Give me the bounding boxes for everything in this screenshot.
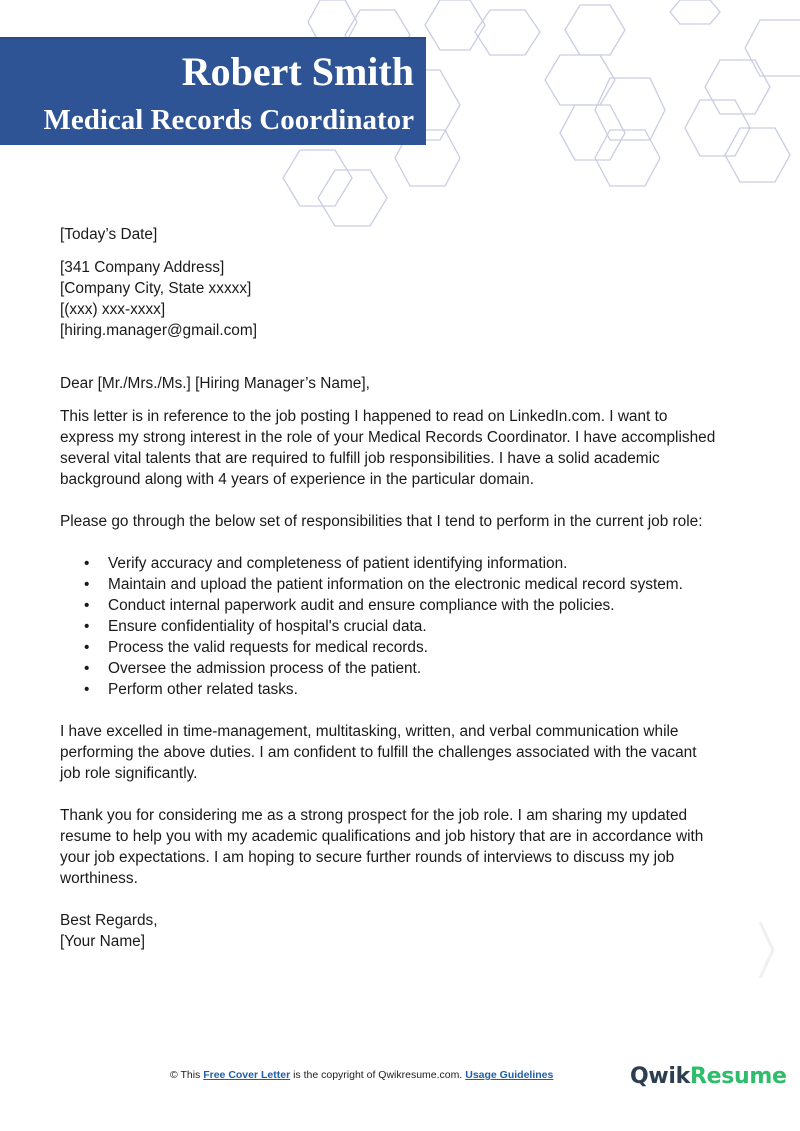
paragraph-line: several vital talents that are required to fulfill job responsibilities. I have a solid academic xyxy=(60,450,660,467)
bullet-icon: • xyxy=(84,618,90,635)
list-item-text: Process the valid requests for medical records. xyxy=(108,639,428,656)
bullet-icon: • xyxy=(84,555,90,572)
paragraph-line: your job expectations. I am hoping to secure further rounds of interviews to discuss my job xyxy=(60,849,675,866)
bullet-icon: • xyxy=(84,639,90,656)
bullet-icon: • xyxy=(84,660,90,677)
list-item xyxy=(60,574,750,595)
paragraph-line: This letter is in reference to the job posting I happened to read on LinkedIn.com. I want to xyxy=(60,408,668,425)
footer-text: is the copyright of Qwikresume.com. xyxy=(290,1069,466,1081)
signoff xyxy=(60,910,750,952)
list-item xyxy=(60,679,750,700)
skills-paragraph xyxy=(60,721,750,784)
list-item-text: Ensure confidentiality of hospital's crucial data. xyxy=(108,618,427,635)
address-line: [341 Company Address] xyxy=(60,259,225,276)
closing-phrase: Best Regards, xyxy=(60,912,158,929)
address-line: [(xxx) xxx-xxxx] xyxy=(60,301,166,318)
bullet-icon: • xyxy=(84,576,90,593)
copyright-footer xyxy=(170,1069,553,1081)
address-line: [hiring.manager@gmail.com] xyxy=(60,322,257,339)
salutation: Dear [Mr./Mrs./Ms.] [Hiring Manager’s Name], xyxy=(60,375,370,392)
list-item-text: Oversee the admission process of the patient. xyxy=(108,660,422,677)
list-item xyxy=(60,637,750,658)
letter-date: [Today’s Date] xyxy=(60,226,158,243)
usage-guidelines-link[interactable]: Usage Guidelines xyxy=(465,1069,554,1081)
paragraph-line: Thank you for considering me as a strong prospect for the job role. I am sharing my updated xyxy=(60,807,688,824)
bullet-icon: • xyxy=(84,681,90,698)
header-banner xyxy=(0,37,426,145)
paragraph-line: resume to help you with my academic qualifications and job history that are in accordance with xyxy=(60,828,704,845)
list-item-text: Conduct internal paperwork audit and ensure compliance with the policies. xyxy=(108,597,615,614)
list-item-text: Perform other related tasks. xyxy=(108,681,298,698)
logo-part-resume: Resume xyxy=(690,1064,787,1089)
responsibilities-intro: Please go through the below set of responsibilities that I tend to perform in the current job role: xyxy=(60,513,703,530)
signature-name: [Your Name] xyxy=(60,933,145,950)
chevron-right-icon xyxy=(757,920,777,980)
paragraph-line: performing the above duties. I am confident to fulfill the challenges associated with the vacant xyxy=(60,744,697,761)
qwikresume-logo[interactable] xyxy=(630,1064,787,1089)
closing-paragraph xyxy=(60,805,750,889)
responsibilities-list xyxy=(60,553,750,700)
intro-paragraph xyxy=(60,406,750,490)
footer-text: © This xyxy=(170,1069,204,1081)
list-item-text: Maintain and upload the patient information on the electronic medical record system. xyxy=(108,576,683,593)
paragraph-line: background along with 4 years of experience in the particular domain. xyxy=(60,471,534,488)
address-line: [Company City, State xxxxx] xyxy=(60,280,252,297)
applicant-name: Robert Smith xyxy=(181,49,414,94)
paragraph-line: job role significantly. xyxy=(60,765,198,782)
paragraph-line: express my strong interest in the role of your Medical Records Coordinator. I have accomplished xyxy=(60,429,716,446)
paragraph-line: I have excelled in time-management, multitasking, written, and verbal communication while xyxy=(60,723,679,740)
list-item xyxy=(60,595,750,616)
free-cover-letter-link[interactable]: Free Cover Letter xyxy=(203,1069,291,1081)
list-item xyxy=(60,658,750,679)
list-item-text: Verify accuracy and completeness of patient identifying information. xyxy=(108,555,568,572)
applicant-job-title: Medical Records Coordinator xyxy=(43,104,414,136)
list-item xyxy=(60,553,750,574)
bullet-icon: • xyxy=(84,597,90,614)
list-item xyxy=(60,616,750,637)
recipient-address xyxy=(60,257,750,341)
logo-part-qwik: Qwik xyxy=(630,1064,690,1089)
paragraph-line: worthiness. xyxy=(60,870,138,887)
letter-body xyxy=(60,224,750,952)
